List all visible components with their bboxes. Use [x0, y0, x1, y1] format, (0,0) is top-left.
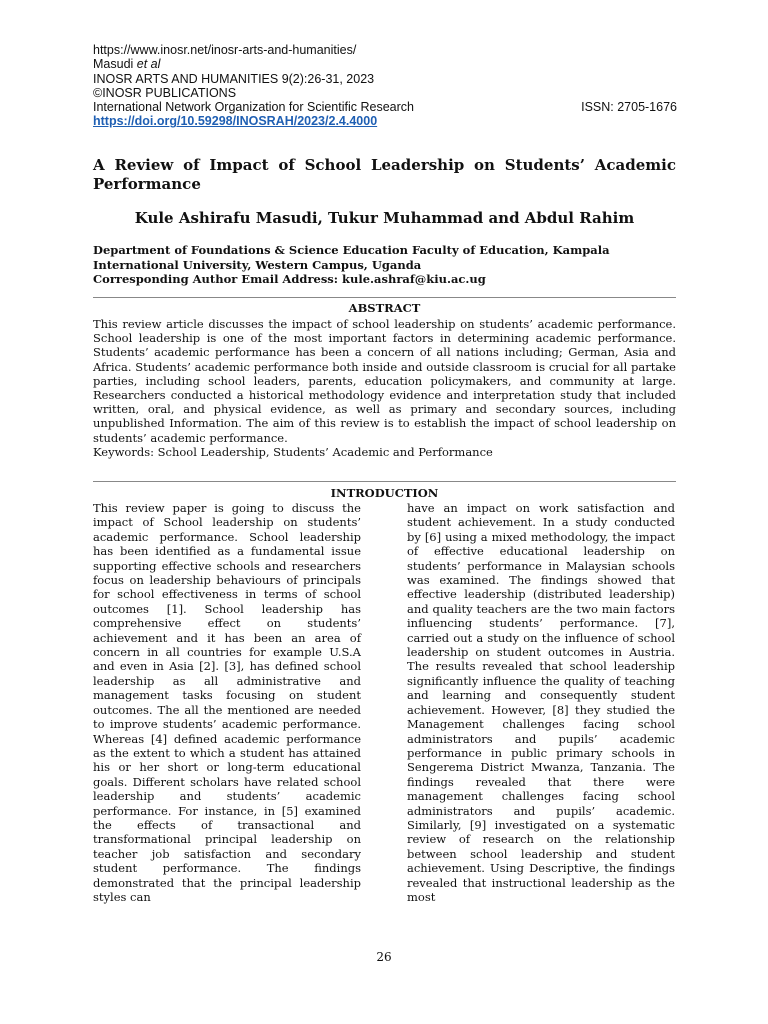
publisher: ©INOSR PUBLICATIONS	[93, 85, 237, 100]
body-column-right	[407, 501, 675, 904]
organization-row	[93, 100, 677, 114]
journal-issue: INOSR ARTS AND HUMANITIES 9(2):26-31, 2023	[93, 71, 375, 86]
paper-title: A Review of Impact of School Leadership on Students’ Academic Performance	[93, 156, 676, 193]
abstract-heading: ABSTRACT	[348, 301, 421, 315]
divider-top	[93, 297, 676, 298]
keywords: Keywords: School Leadership, Students’ Academic and Performance	[93, 444, 493, 459]
author-surname: Masudi	[93, 57, 134, 72]
abstract	[93, 317, 676, 459]
issn: ISSN: 2705-1676	[581, 100, 677, 115]
page-number: 26	[376, 950, 392, 964]
author-list: Kule Ashirafu Masudi, Tukur Muhammad and Abdul Rahim	[134, 209, 635, 227]
doi-link[interactable]: https://doi.org/10.59298/INOSRAH/2023/2.4.4000	[93, 114, 378, 129]
intro-paragraph-right: have an impact on work satisfaction and student achievement. In a study conducted by [6] using a mixed methodology, the impact of effective educational leadership on students’ performance in Malaysian schools was examined. The findings showed that effective leadership (distributed leadership) and quality teachers are the two main factors influencing students’ performance. [7], carried out a study on the influence of school leadership on student outcomes in Austria. The results revealed that school leadership significantly influence the quality of teaching and learning and consequently student achievement. However, [8] they studied the Management challenges facing school administrators and pupils’ academic performance in public primary schools in Sengerema District Mwanza, Tanzania. The findings revealed that there were management challenges facing school administrators and pupils’ academic. Similarly, [9] investigated on a systematic review of research on the relationship between school leadership and student achievement. Using Descriptive, the findings revealed that instructional leadership as the most	[407, 501, 675, 904]
running-header	[93, 43, 677, 129]
divider-bottom	[93, 481, 676, 482]
et-al: et al	[136, 57, 161, 72]
author-short	[93, 57, 677, 71]
corresponding-author: Corresponding Author Email Address: kule.ashraf@kiu.ac.ug	[93, 272, 486, 286]
organization-name: International Network Organization for Scientific Research	[93, 100, 414, 115]
abstract-text: This review article discusses the impact of school leadership on students’ academic performance. School leadership is one of the most important factors in determining academic performance. Students’ academic performance has been a concern of all nations including; German, Asia and Africa. Students’ academic performance both inside and outside classroom is crucial for all partake parties, including school leaders, parents, education policymakers, and community at large. Researchers conducted a historical methodology evidence and interpretation study that included written, oral, and physical evidence, as well as primary and secondary sources, including unpublished Information. The aim of this review is to establish the impact of school leadership on students’ academic performance.	[93, 317, 676, 445]
affiliation-block	[93, 243, 676, 287]
introduction-heading: INTRODUCTION	[330, 486, 439, 500]
affiliation: Department of Foundations & Science Education Faculty of Education, Kampala International University, Western Campus, Uganda	[93, 243, 610, 272]
journal-url[interactable]: https://www.inosr.net/inosr-arts-and-humanities/	[93, 43, 357, 57]
intro-paragraph-left: This review paper is going to discuss the impact of School leadership on students’ academic performance. School leadership has been identified as a fundamental issue supporting effective schools and researchers focus on leadership behaviours of principals for school effectiveness in terms of school outcomes [1]. School leadership has comprehensive effect on students’ achievement and it has been an area of concern in all countries for example U.S.A and even in Asia [2]. [3], has defined school leadership as all administrative and management tasks focusing on student outcomes. The all the mentioned are needed to improve students’ academic performance. Whereas [4] defined academic performance as the extent to which a student has attained his or her short or long-term educational goals. Different scholars have related school leadership and students’ academic performance. For instance, in [5] examined the effects of transactional and transformational principal leadership on teacher job satisfaction and secondary student performance. The findings demonstrated that the principal leadership styles can	[93, 501, 361, 904]
body-column-left	[93, 501, 361, 904]
